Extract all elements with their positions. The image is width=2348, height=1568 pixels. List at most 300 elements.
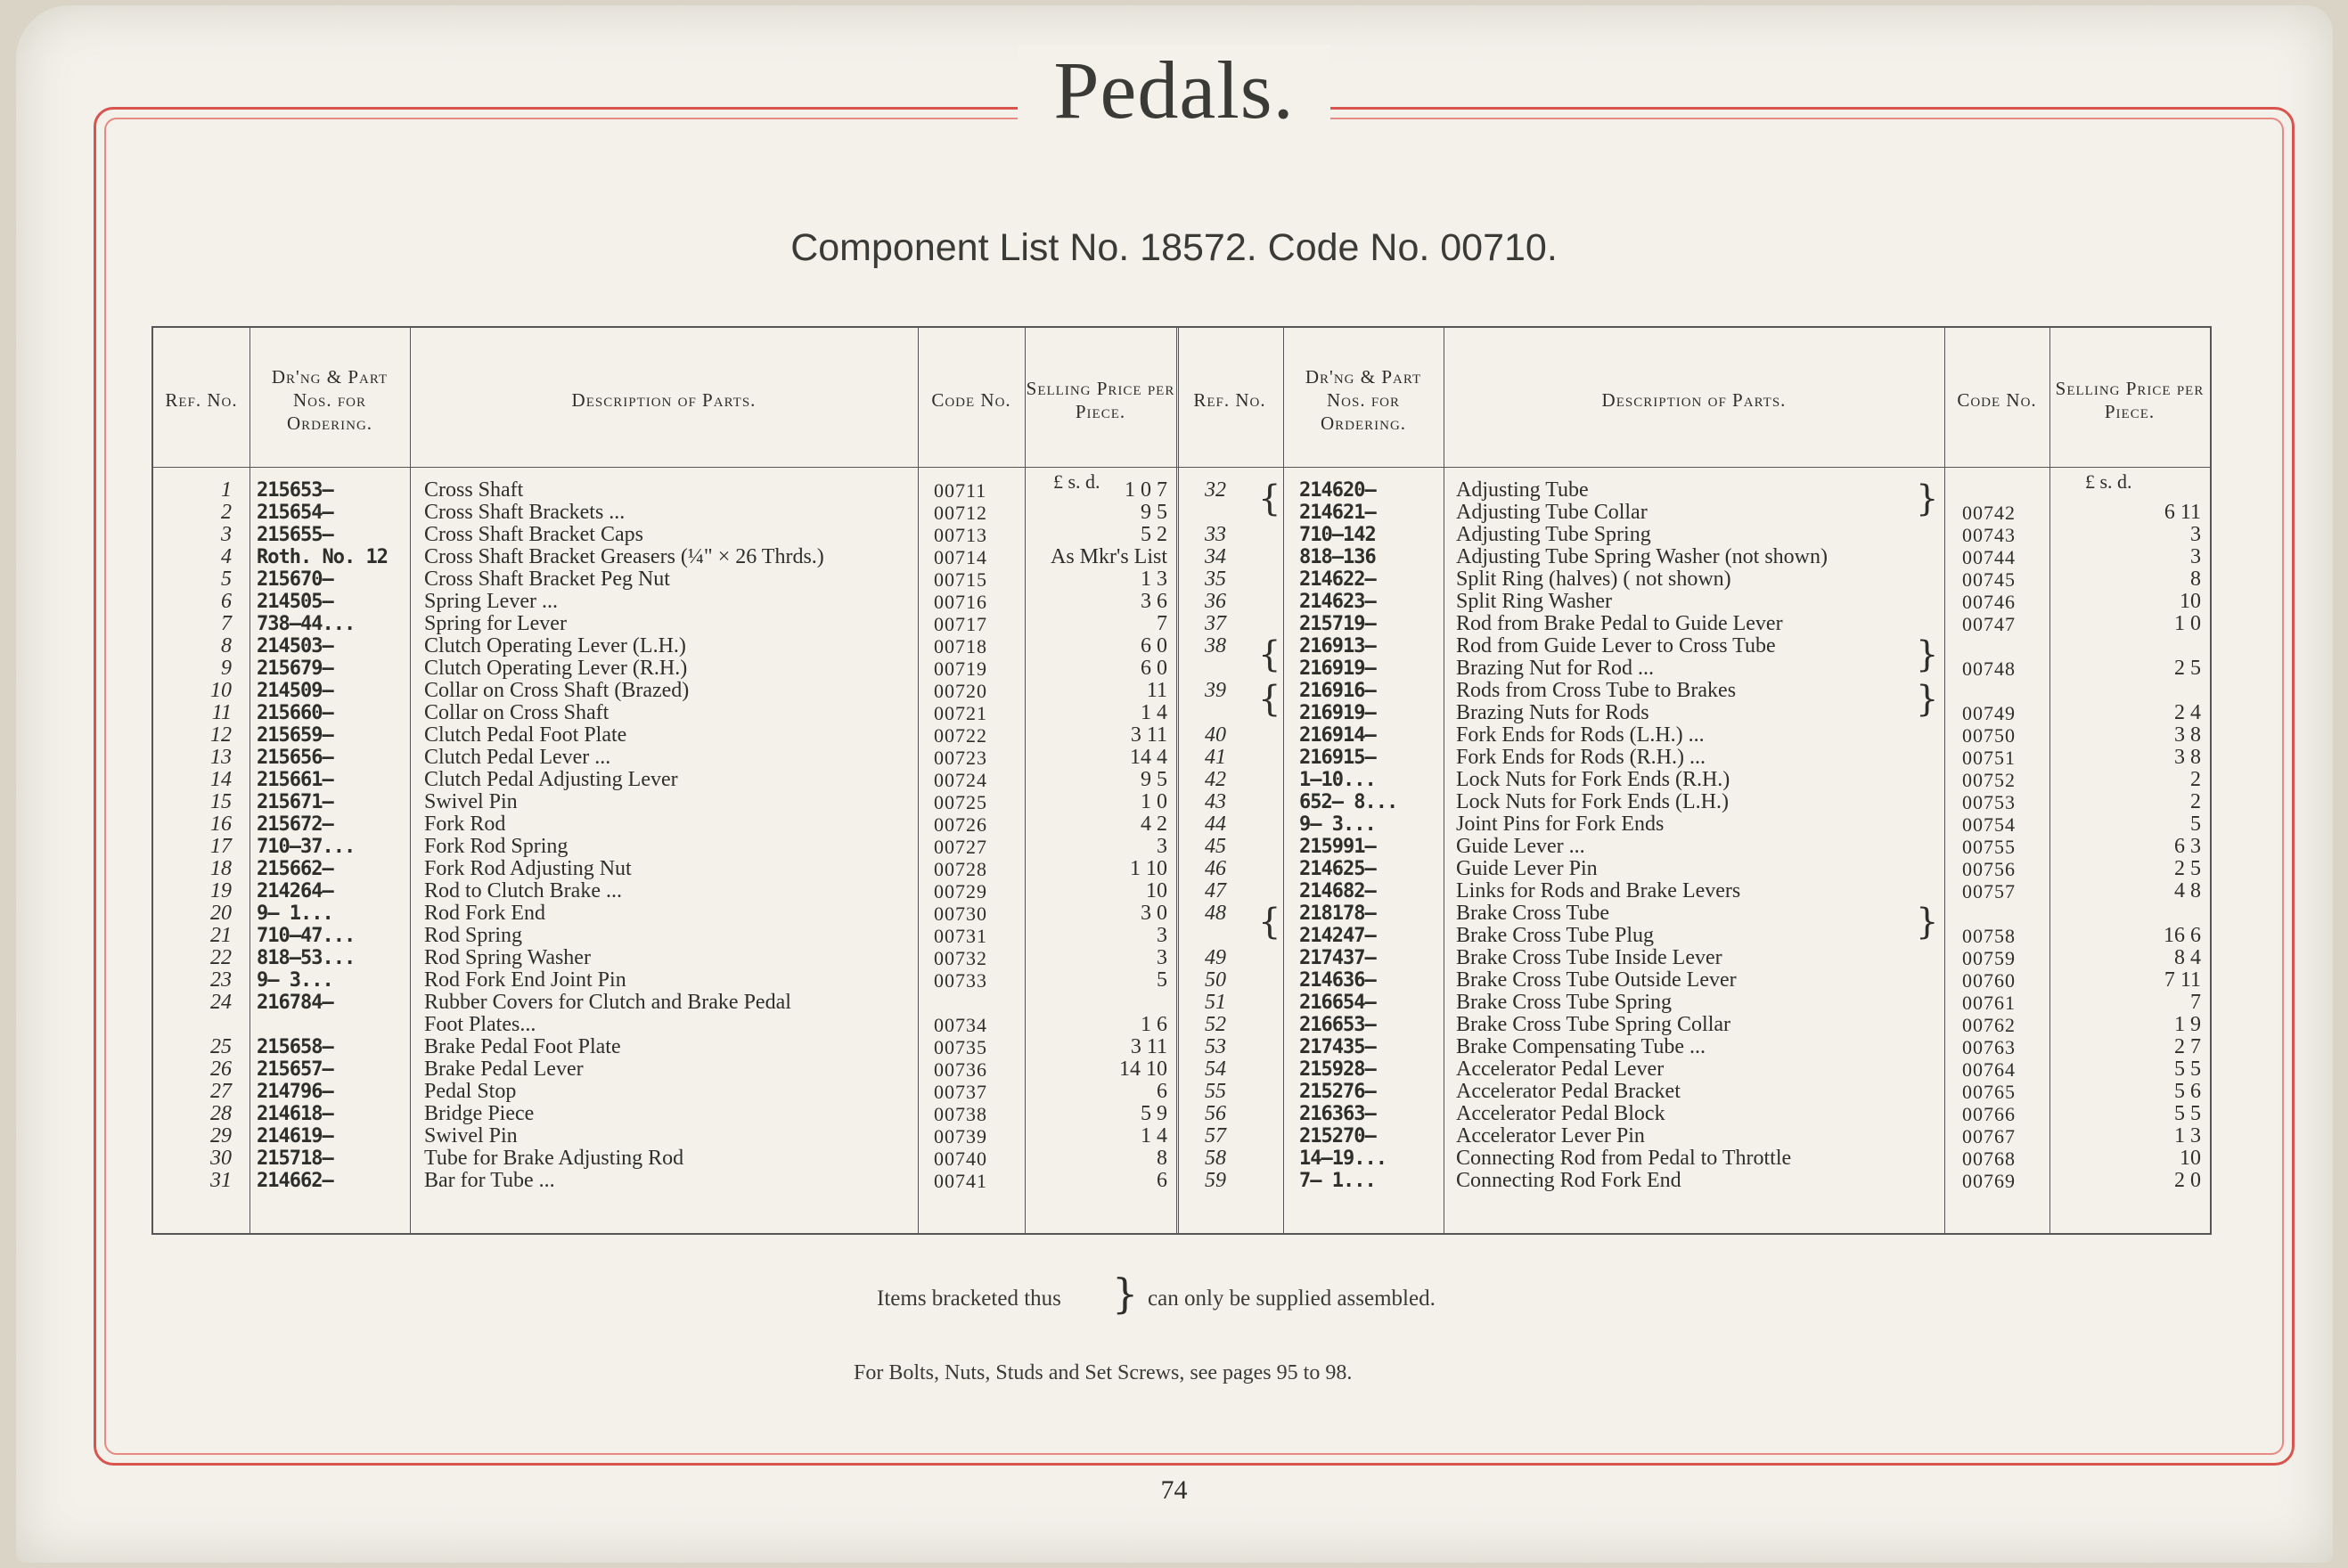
ref-cell: 40 (1205, 723, 1226, 747)
description-cell: Accelerator Pedal Lever (1456, 1058, 1665, 1081)
part-number-cell: 215719— (1299, 613, 1376, 635)
description-cell: Brake Cross Tube (1456, 902, 1610, 925)
price-cell: 3 11 (1130, 1035, 1167, 1058)
price-cell: 3 11 (1130, 723, 1167, 747)
part-number-cell: 14—19... (1299, 1147, 1387, 1170)
description-cell: Foot Plates... (424, 1014, 536, 1036)
code-cell: 00728 (934, 858, 987, 880)
table-row (153, 992, 2210, 1014)
code-cell: 00743 (1962, 524, 2016, 546)
table-row (153, 836, 2210, 858)
ref-cell: 15 (210, 790, 232, 813)
description-cell: Spring for Lever (424, 613, 567, 635)
description-cell: Brake Pedal Lever (424, 1058, 584, 1081)
description-cell: Clutch Operating Lever (R.H.) (424, 657, 688, 680)
price-cell: 3 (2190, 545, 2201, 568)
ref-cell: 5 (221, 568, 232, 591)
part-number-cell: 218178— (1299, 902, 1376, 925)
table-row (153, 858, 2210, 880)
table-row (153, 635, 2210, 657)
ref-cell: 31 (210, 1169, 232, 1192)
price-cell: 1 3 (2174, 1124, 2201, 1147)
part-number-cell: 215659— (257, 724, 333, 747)
description-cell: Clutch Pedal Adjusting Lever (424, 769, 678, 791)
description-cell: Fork Rod (424, 813, 506, 836)
code-cell: 00719 (934, 657, 987, 680)
price-cell: 6 (1157, 1080, 1167, 1103)
left-brace-icon: { (1258, 478, 1281, 519)
code-cell: 00715 (934, 568, 987, 591)
bracket-note-end: can only be supplied assembled. (1148, 1286, 1436, 1311)
part-number-cell: 216914— (1299, 724, 1376, 747)
table-row (153, 524, 2210, 546)
ref-cell: 1 (221, 478, 232, 502)
lsd-label-left: £ s. d. (1053, 470, 1100, 493)
table-row (153, 1103, 2210, 1125)
description-cell: Bar for Tube ... (424, 1170, 555, 1192)
price-cell: 1 3 (1141, 568, 1167, 591)
ref-cell: 26 (210, 1058, 232, 1081)
ref-cell: 34 (1205, 545, 1226, 568)
left-brace-icon: { (1258, 634, 1281, 675)
description-cell: Cross Shaft Bracket Peg Nut (424, 568, 670, 591)
price-cell: 3 0 (1141, 902, 1167, 925)
table-row (153, 702, 2210, 724)
description-cell: Connecting Rod from Pedal to Throttle (1456, 1147, 1792, 1170)
part-number-cell: 214621— (1299, 502, 1376, 524)
code-cell: 00727 (934, 836, 987, 858)
code-cell: 00726 (934, 813, 987, 836)
price-cell: 5 6 (2174, 1080, 2201, 1103)
header-rule (153, 467, 2210, 468)
description-cell: Clutch Pedal Foot Plate (424, 724, 627, 747)
description-cell: Rod from Brake Pedal to Guide Lever (1456, 613, 1783, 635)
code-cell: 00735 (934, 1036, 987, 1058)
part-number-cell: 216919— (1299, 657, 1376, 680)
ref-cell: 28 (210, 1102, 232, 1125)
price-cell: 1 10 (1130, 857, 1167, 880)
part-number-cell: 9— 1... (257, 902, 333, 925)
ref-cell: 49 (1205, 946, 1226, 969)
description-cell: Split Ring (halves) ( not shown) (1456, 568, 1731, 591)
ref-cell: 27 (210, 1080, 232, 1103)
description-cell: Swivel Pin (424, 1125, 518, 1147)
code-cell: 00752 (1962, 769, 2016, 791)
description-cell: Joint Pins for Fork Ends (1456, 813, 1665, 836)
ref-cell: 21 (210, 924, 232, 947)
code-cell: 00761 (1962, 992, 2016, 1014)
part-number-cell: 215660— (257, 702, 333, 724)
code-cell: 00744 (1962, 546, 2016, 568)
price-cell: 3 (1157, 924, 1167, 947)
ref-cell: 44 (1205, 813, 1226, 836)
description-cell: Accelerator Pedal Block (1456, 1103, 1665, 1125)
ref-cell: 47 (1205, 879, 1226, 902)
part-number-cell: 215653— (257, 479, 333, 502)
price-cell: 6 3 (2174, 835, 2201, 858)
price-cell: 9 5 (1141, 768, 1167, 791)
ref-cell: 19 (210, 879, 232, 902)
header-ref-left: Ref. No. (165, 389, 238, 411)
ref-cell: 25 (210, 1035, 232, 1058)
description-cell: Brake Cross Tube Spring (1456, 992, 1673, 1014)
price-cell: 14 4 (1130, 746, 1167, 769)
code-cell: 00717 (934, 613, 987, 635)
right-brace-icon: } (1916, 478, 1939, 519)
price-cell: 5 5 (2174, 1102, 2201, 1125)
part-number-cell: 215657— (257, 1058, 333, 1081)
table-row (153, 502, 2210, 524)
ref-cell: 6 (221, 590, 232, 613)
table-row (153, 1170, 2210, 1192)
ref-cell: 56 (1205, 1102, 1226, 1125)
code-cell: 00741 (934, 1170, 987, 1192)
ref-cell: 9 (221, 657, 232, 680)
price-cell: 7 11 (2164, 968, 2201, 992)
price-cell: 8 4 (2174, 946, 2201, 969)
header-price-left: Selling Price per Piece. (1026, 378, 1175, 422)
description-cell: Tube for Brake Adjusting Rod (424, 1147, 684, 1170)
part-number-cell: 1—10... (1299, 769, 1376, 791)
ref-cell: 14 (210, 768, 232, 791)
part-number-cell: 214796— (257, 1081, 333, 1103)
price-cell: 3 6 (1141, 590, 1167, 613)
price-cell: 1 4 (1141, 701, 1167, 724)
table-row (153, 1036, 2210, 1058)
description-cell: Fork Ends for Rods (R.H.) ... (1456, 747, 1706, 769)
part-number-cell: 216784— (257, 992, 333, 1014)
price-cell: 11 (1146, 679, 1167, 702)
price-cell: 4 8 (2174, 879, 2201, 902)
code-cell: 00731 (934, 925, 987, 947)
description-cell: Connecting Rod Fork End (1456, 1170, 1681, 1192)
description-cell: Brake Cross Tube Inside Lever (1456, 947, 1722, 969)
code-cell: 00718 (934, 635, 987, 657)
description-cell: Cross Shaft Bracket Caps (424, 524, 643, 546)
description-cell: Rod Spring (424, 925, 523, 947)
part-number-cell: 214622— (1299, 568, 1376, 591)
table-row (153, 680, 2210, 702)
table-row (153, 568, 2210, 591)
ref-cell: 11 (211, 701, 232, 724)
part-number-cell: 214623— (1299, 591, 1376, 613)
price-cell: 3 (2190, 523, 2201, 546)
part-number-cell: 214247— (1299, 925, 1376, 947)
description-cell: Adjusting Tube (1456, 479, 1589, 502)
price-cell: 2 5 (2174, 857, 2201, 880)
part-number-cell: 214619— (257, 1125, 333, 1147)
description-cell: Fork Rod Adjusting Nut (424, 858, 632, 880)
price-cell: 2 5 (2174, 657, 2201, 680)
code-cell: 00729 (934, 880, 987, 902)
part-number-cell: Roth. No. 12 (257, 546, 388, 568)
code-cell: 00739 (934, 1125, 987, 1147)
price-cell: 5 (1157, 968, 1167, 992)
price-cell: 9 5 (1141, 501, 1167, 524)
description-cell: Clutch Pedal Lever ... (424, 747, 611, 769)
part-number-cell: 652— 8... (1299, 791, 1398, 813)
price-cell: 3 (1157, 835, 1167, 858)
part-number-cell: 215662— (257, 858, 333, 880)
ref-cell: 33 (1205, 523, 1226, 546)
table-row (153, 925, 2210, 947)
ref-cell: 50 (1205, 968, 1226, 992)
ref-cell: 10 (210, 679, 232, 702)
part-number-cell: 214618— (257, 1103, 333, 1125)
part-number-cell: 214505— (257, 591, 333, 613)
ref-cell: 22 (210, 946, 232, 969)
bolts-note: For Bolts, Nuts, Studs and Set Screws, see pages 95 to 98. (854, 1361, 1353, 1384)
description-cell: Brake Cross Tube Spring Collar (1456, 1014, 1731, 1036)
header-code-left: Code No. (931, 389, 1011, 411)
price-cell: 6 (1157, 1169, 1167, 1192)
description-cell: Collar on Cross Shaft (Brazed) (424, 680, 690, 702)
part-number-cell: 216654— (1299, 992, 1376, 1014)
code-cell: 00754 (1962, 813, 2016, 836)
code-cell: 00740 (934, 1147, 987, 1170)
price-cell: As Mkr's List (1050, 545, 1167, 568)
right-brace-icon: } (1916, 679, 1939, 720)
code-cell: 00750 (1962, 724, 2016, 747)
ref-cell: 32 (1205, 478, 1226, 502)
code-cell: 00737 (934, 1081, 987, 1103)
header-price-right: Selling Price per Piece. (2055, 378, 2205, 422)
ref-cell: 51 (1205, 991, 1226, 1014)
ref-cell: 8 (221, 634, 232, 657)
ref-cell: 36 (1205, 590, 1226, 613)
price-cell: 3 (1157, 946, 1167, 969)
description-cell: Rod Fork End Joint Pin (424, 969, 626, 992)
code-cell: 00753 (1962, 791, 2016, 813)
description-cell: Accelerator Lever Pin (1456, 1125, 1645, 1147)
part-number-cell: 217437— (1299, 947, 1376, 969)
ref-cell: 7 (221, 612, 232, 635)
page-title: Pedals. (0, 43, 2348, 137)
part-number-cell: 214625— (1299, 858, 1376, 880)
part-number-cell: 216653— (1299, 1014, 1376, 1036)
code-cell: 00768 (1962, 1147, 2016, 1170)
part-number-cell: 215654— (257, 502, 333, 524)
price-cell: 5 2 (1141, 523, 1167, 546)
bracket-note-start: Items bracketed thus (877, 1286, 1061, 1311)
ref-cell: 16 (210, 813, 232, 836)
description-cell: Rod from Guide Lever to Cross Tube (1456, 635, 1776, 657)
part-number-cell: 215270— (1299, 1125, 1376, 1147)
code-cell: 00769 (1962, 1170, 2016, 1192)
part-number-cell: 215679— (257, 657, 333, 680)
code-cell: 00734 (934, 1014, 987, 1036)
ref-cell: 41 (1205, 746, 1226, 769)
part-number-cell: 710—47... (257, 925, 356, 947)
table-row (153, 1147, 2210, 1170)
price-cell: 2 0 (2174, 1169, 2201, 1192)
ref-cell: 24 (210, 991, 232, 1014)
part-number-cell: 710—37... (257, 836, 356, 858)
table-row (153, 769, 2210, 791)
description-cell: Swivel Pin (424, 791, 518, 813)
code-cell: 00714 (934, 546, 987, 568)
header-desc-left: Description of Parts. (571, 389, 757, 411)
ref-cell: 59 (1205, 1169, 1226, 1192)
part-number-cell: 710—142 (1299, 524, 1376, 546)
table-row (153, 479, 2210, 502)
ref-cell: 30 (210, 1147, 232, 1170)
description-cell: Accelerator Pedal Bracket (1456, 1081, 1681, 1103)
description-cell: Lock Nuts for Fork Ends (L.H.) (1456, 791, 1729, 813)
price-cell: 7 (2190, 991, 2201, 1014)
price-cell: 10 (1146, 879, 1167, 902)
ref-cell: 57 (1205, 1124, 1226, 1147)
table-row (153, 813, 2210, 836)
code-cell: 00730 (934, 902, 987, 925)
header-ref-right: Ref. No. (1193, 389, 1266, 411)
table-row (153, 1014, 2210, 1036)
code-cell: 00745 (1962, 568, 2016, 591)
code-cell: 00763 (1962, 1036, 2016, 1058)
code-cell: 00722 (934, 724, 987, 747)
code-cell: 00723 (934, 747, 987, 769)
code-cell: 00759 (1962, 947, 2016, 969)
left-brace-icon: { (1258, 902, 1281, 943)
code-cell: 00749 (1962, 702, 2016, 724)
code-cell: 00716 (934, 591, 987, 613)
price-cell: 3 8 (2174, 746, 2201, 769)
code-cell: 00721 (934, 702, 987, 724)
description-cell: Lock Nuts for Fork Ends (R.H.) (1456, 769, 1730, 791)
description-cell: Cross Shaft Brackets ... (424, 502, 626, 524)
description-cell: Brake Pedal Foot Plate (424, 1036, 621, 1058)
table-row (153, 657, 2210, 680)
part-number-cell: 7— 1... (1299, 1170, 1376, 1192)
price-cell: 2 7 (2174, 1035, 2201, 1058)
ref-cell: 58 (1205, 1147, 1226, 1170)
code-cell: 00747 (1962, 613, 2016, 635)
price-cell: 6 0 (1141, 634, 1167, 657)
description-cell: Brazing Nut for Rod ... (1456, 657, 1654, 680)
description-cell: Rod to Clutch Brake ... (424, 880, 622, 902)
price-cell: 6 11 (2164, 501, 2201, 524)
code-cell: 00724 (934, 769, 987, 791)
ref-cell: 38 (1205, 634, 1226, 657)
code-cell: 00742 (1962, 502, 2016, 524)
description-cell: Pedal Stop (424, 1081, 517, 1103)
code-cell: 00767 (1962, 1125, 2016, 1147)
code-cell: 00758 (1962, 925, 2016, 947)
description-cell: Adjusting Tube Collar (1456, 502, 1648, 524)
ref-cell: 4 (221, 545, 232, 568)
ref-cell: 42 (1205, 768, 1226, 791)
description-cell: Brake Compensating Tube ... (1456, 1036, 1706, 1058)
part-number-cell: 214503— (257, 635, 333, 657)
price-cell: 5 5 (2174, 1058, 2201, 1081)
code-cell: 00751 (1962, 747, 2016, 769)
part-number-cell: 215671— (257, 791, 333, 813)
description-cell: Cross Shaft Bracket Greasers (¼" × 26 Thrds.) (424, 546, 824, 568)
price-cell: 4 2 (1141, 813, 1167, 836)
table-row (153, 1081, 2210, 1103)
ref-cell: 53 (1205, 1035, 1226, 1058)
part-number-cell: 215661— (257, 769, 333, 791)
description-cell: Collar on Cross Shaft (424, 702, 609, 724)
part-number-cell: 818—53... (257, 947, 356, 969)
header-code-right: Code No. (1957, 389, 2037, 411)
ref-cell: 37 (1205, 612, 1226, 635)
description-cell: Fork Rod Spring (424, 836, 569, 858)
price-cell: 10 (2180, 1147, 2201, 1170)
price-cell: 2 (2190, 768, 2201, 791)
part-number-cell: 215672— (257, 813, 333, 836)
component-list-subtitle: Component List No. 18572. Code No. 00710. (790, 226, 1558, 269)
page-number: 74 (1160, 1475, 1188, 1505)
description-cell: Guide Lever ... (1456, 836, 1585, 858)
lsd-label-right: £ s. d. (2085, 470, 2132, 493)
code-cell: 00762 (1962, 1014, 2016, 1036)
code-cell: 00733 (934, 969, 987, 992)
part-number-cell: 214636— (1299, 969, 1376, 992)
part-number-cell: 9— 3... (257, 969, 333, 992)
price-cell: 1 0 7 (1125, 478, 1167, 502)
description-cell: Rod Spring Washer (424, 947, 591, 969)
ref-cell: 48 (1205, 902, 1226, 925)
header-desc-right: Description of Parts. (1601, 389, 1787, 411)
part-number-cell: 214662— (257, 1170, 333, 1192)
part-number-cell: 214264— (257, 880, 333, 902)
price-cell: 1 0 (1141, 790, 1167, 813)
code-cell: 00738 (934, 1103, 987, 1125)
part-number-cell: 215655— (257, 524, 333, 546)
code-cell: 00713 (934, 524, 987, 546)
code-cell: 00757 (1962, 880, 2016, 902)
ref-cell: 39 (1205, 679, 1226, 702)
price-cell: 8 (2190, 568, 2201, 591)
table-row (153, 947, 2210, 969)
code-cell: 00736 (934, 1058, 987, 1081)
part-number-cell: 217435— (1299, 1036, 1376, 1058)
price-cell: 5 9 (1141, 1102, 1167, 1125)
description-cell: Clutch Operating Lever (L.H.) (424, 635, 686, 657)
code-cell: 00711 (934, 479, 987, 502)
part-number-cell: 215656— (257, 747, 333, 769)
table-row (153, 902, 2210, 925)
part-number-cell: 216919— (1299, 702, 1376, 724)
part-number-cell: 216913— (1299, 635, 1376, 657)
table-row (153, 880, 2210, 902)
right-brace-icon: } (1916, 902, 1939, 943)
description-cell: Adjusting Tube Spring (1456, 524, 1651, 546)
header-drng-right: Dr'ng & Part Nos. for Ordering. (1305, 366, 1422, 434)
code-cell: 00712 (934, 502, 987, 524)
parts-table (151, 326, 2212, 1235)
part-number-cell: 216916— (1299, 680, 1376, 702)
description-cell: Rod Fork End (424, 902, 546, 925)
description-cell: Fork Ends for Rods (L.H.) ... (1456, 724, 1705, 747)
table-row (153, 613, 2210, 635)
part-number-cell: 9— 3... (1299, 813, 1376, 836)
ref-cell: 43 (1205, 790, 1226, 813)
description-cell: Brake Cross Tube Outside Lever (1456, 969, 1737, 992)
code-cell: 00765 (1962, 1081, 2016, 1103)
price-cell: 10 (2180, 590, 2201, 613)
table-row (153, 1125, 2210, 1147)
part-number-cell: 215718— (257, 1147, 333, 1170)
code-cell: 00748 (1962, 657, 2016, 680)
ref-cell: 54 (1205, 1058, 1226, 1081)
part-number-cell: 216363— (1299, 1103, 1376, 1125)
ref-cell: 17 (210, 835, 232, 858)
part-number-cell: 214620— (1299, 479, 1376, 502)
table-row (153, 591, 2210, 613)
price-cell: 2 4 (2174, 701, 2201, 724)
